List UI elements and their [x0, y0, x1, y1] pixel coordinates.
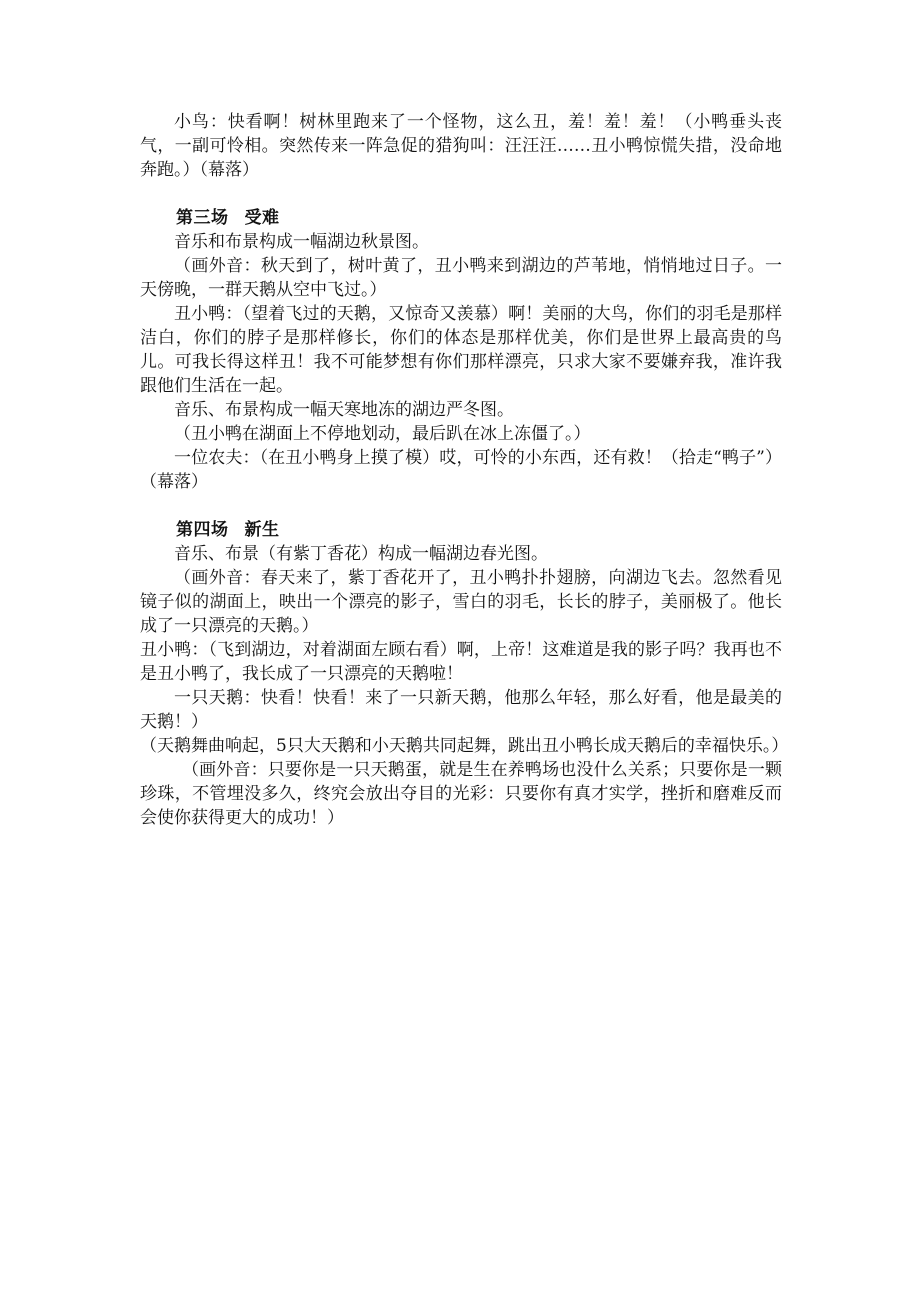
- scene3-heading-title: 受难: [244, 208, 280, 228]
- scene4-paragraph: 音乐、布景（有紫丁香花）构成一幅湖边春光图。: [174, 544, 548, 564]
- scene2-closing-paragraph: 小鸟：快看啊！树林里跑来了一个怪物，这么丑，羞！羞！羞！（小鸭垂头丧气，一副可怜相。突然传来一阵急促的猎狗叫：汪汪汪……丑小鸭惊慌失措，没命地奔跑。）（幕落）: [140, 112, 782, 180]
- document-page: [140, 110, 789, 830]
- scene3-heading: [140, 206, 782, 230]
- scene4-paragraph: （画外音：只要你是一只天鹅蛋，就是生在养鸭场也没什么关系；只要你是一颗珍珠，不管埋没多久，终究会放出夺目的光彩：只要你有真才实学，挫折和磨难反而会使你获得更大的成功！）: [140, 760, 782, 828]
- scene3-paragraph: 丑小鸭：（望着飞过的天鹅，又惊奇又羡慕）啊！美丽的大鸟，你们的羽毛是那样洁白，你们的脖子是那样修长，你们的体态是那样优美，你们是世界上最高贵的鸟儿。可我长得这样丑！我不可能梦想有你们那样漂亮，只求大家不要嫌弃我，准许我跟他们生活在一起。: [140, 304, 782, 396]
- scene4-paragraph: 一只天鹅：快看！快看！来了一只新天鹅，他那么年轻，那么好看，他是最美的天鹅！）: [140, 688, 782, 732]
- scene4-heading: [140, 518, 782, 542]
- scene4-paragraph: （天鹅舞曲响起，5只大天鹅和小天鹅共同起舞，跳出丑小鸭长成天鹅后的幸福快乐。）: [140, 736, 789, 756]
- scene3-paragraph: （画外音：秋天到了，树叶黄了，丑小鸭来到湖边的芦苇地，悄悄地过日子。一天傍晚，一群天鹅从空中飞过。）: [140, 256, 782, 300]
- scene4-heading-number: 第四场: [176, 520, 229, 540]
- scene4-heading-title: 新生: [244, 520, 280, 540]
- scene3-heading-number: 第三场: [176, 208, 229, 228]
- scene4-paragraph: 丑小鸭：（飞到湖边，对着湖面左顾右看）啊，上帝！这难道是我的影子吗？我再也不是丑小鸭了，我长成了一只漂亮的天鹅啦！: [140, 640, 782, 684]
- scene3-paragraph: 音乐、布景构成一幅天寒地冻的湖边严冬图。: [174, 400, 514, 420]
- scene4-paragraph: （画外音：春天来了，紫丁香花开了，丑小鸭扑扑翅膀，向湖边飞去。忽然看见镜子似的湖面上，映出一个漂亮的影子，雪白的羽毛，长长的脖子，美丽极了。他长成了一只漂亮的天鹅。）: [140, 568, 782, 636]
- scene3-paragraph: 音乐和布景构成一幅湖边秋景图。: [174, 232, 429, 252]
- scene3-paragraph: （丑小鸭在湖面上不停地划动，最后趴在冰上冻僵了。）: [174, 424, 591, 444]
- scene3-paragraph: 一位农夫：（在丑小鸭身上摸了模）哎，可怜的小东西，还有救！（拾走“鸭子”）（幕落）: [140, 448, 782, 492]
